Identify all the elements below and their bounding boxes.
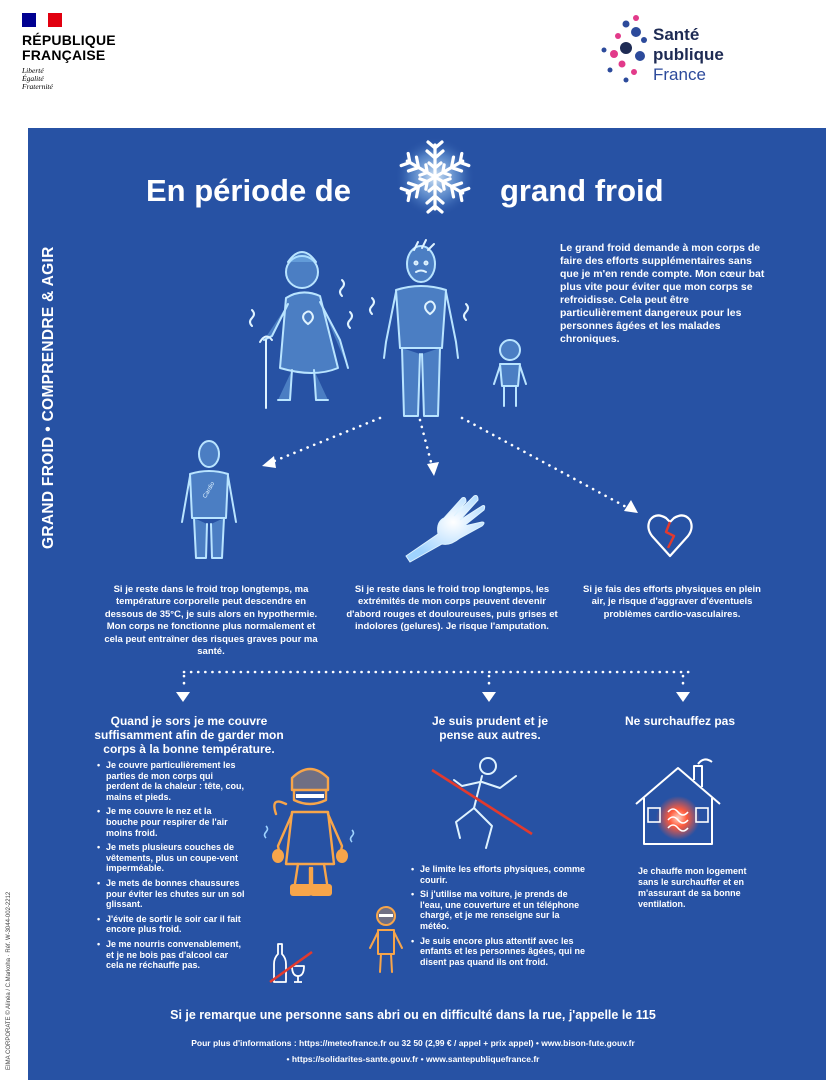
footer-info-line-1: Pour plus d'informations : https://meteofrance.fr ou 32 50 (2,99 € / appel + prix appel) • www.bison-fute.gouv.fr: [191, 1038, 635, 1048]
list-item: • Je mets de bonnes chaussures pour éviter les chutes sur un sol glissant.: [96, 878, 246, 910]
list-item: • J'évite de sortir le soir car il fait encore plus froid.: [96, 914, 246, 935]
runner-crossed-icon: [426, 752, 536, 856]
list-item: • Je limite les efforts physiques, comme courir.: [410, 864, 590, 885]
sante-publique-france-logo: Santé publique France: [653, 25, 724, 84]
cold-body-figure: [172, 438, 246, 564]
intro-paragraph: Le grand froid demande à mon corps de faire des efforts supplémentaires sans que je m'en rende compte. Mon cœur bat plus vite pour éviter que mon corps se refroidisse. Cela peut être particulièrement dangereux pour les personnes âgées et les malades chroniques.: [560, 242, 765, 345]
house-heater-icon: [632, 760, 724, 852]
footer-info-line-2: • https://solidarites-sante.gouv.fr • www.santepubliquefrance.fr: [286, 1054, 540, 1064]
consequence-cardiac: Si je fais des efforts physiques en plein air, je risque d'aggraver d'éventuels problèmes cardio-vasculaires.: [583, 584, 761, 620]
cardio-label: Cardio: [202, 481, 217, 500]
footer-115: Si je remarque une personne sans abri ou en difficulté dans la rue, j'appelle le 115: [170, 1008, 656, 1022]
list-item: • Je mets plusieurs couches de vêtements, plus un coupe-vent imperméable.: [96, 842, 246, 874]
title-right: grand froid: [500, 173, 664, 208]
child-bundled-figure: [366, 904, 406, 976]
list-item: • Je me couvre le nez et la bouche pour respirer de l'air moins froid.: [96, 806, 246, 838]
list-item: • Je suis encore plus attentif avec les enfants et les personnes âgées, qui ne disent pas quand ils ont froid.: [410, 936, 590, 968]
frozen-hand-icon: [402, 488, 492, 562]
republique-francaise-title: RÉPUBLIQUE FRANÇAISE: [22, 32, 116, 63]
side-label: GRAND FROID • COMPRENDRE & AGIR: [40, 246, 57, 549]
advice-list-prudent: [410, 864, 590, 971]
list-item: • Je me nourris convenablement, et je ne bois pas d'alcool car cela ne réchauffe pas.: [96, 939, 246, 971]
credit-line: EIMA CORPORATE © Alinéa / C.Markoha · Réf. W-3044-002-2212: [6, 891, 12, 1070]
advice-list-cover: [96, 760, 246, 975]
advice-heading-cover: Quand je sors je me couvre suffisamment afin de garder mon corps à la bonne température.: [94, 714, 284, 756]
list-item: • Je couvre particulièrement les parties de mon corps qui perdent de la chaleur : tête, cou, mains et pieds.: [96, 760, 246, 802]
republic-motto: Liberté Égalité Fraternité: [22, 66, 53, 91]
advice-body-overheat: Je chauffe mon logement sans le surchauffer et en m'assurant de sa bonne ventilation.: [638, 866, 747, 909]
consequence-hypothermia: Si je reste dans le froid trop longtemps, ma température corporelle peut descendre en dessous de 35°C, je suis alors en hypothermie. Mon corps ne fonctionne plus normalement et cela peut entraîner des risques graves pour ma santé.: [104, 584, 318, 658]
consequence-frostbite: Si je reste dans le froid trop longtemps, les extrémités de mon corps peuvent devenir d'abord rouges et douloureuses, puis grises et indolores (gelures). Je risque l'amputation.: [346, 584, 558, 633]
alcohol-crossed-icon: [268, 940, 314, 986]
advice-heading-prudent: Je suis prudent et je pense aux autres.: [431, 714, 549, 742]
bundled-person-figure: [262, 756, 358, 902]
broken-heart-icon: [646, 510, 694, 560]
title-left: En période de: [146, 173, 351, 208]
list-item: • Si j'utilise ma voiture, je prends de l'eau, une couverture et un téléphone chargé, et je me renseigne sur la météo.: [410, 889, 590, 931]
advice-heading-overheat: Ne surchauffez pas: [624, 714, 736, 728]
